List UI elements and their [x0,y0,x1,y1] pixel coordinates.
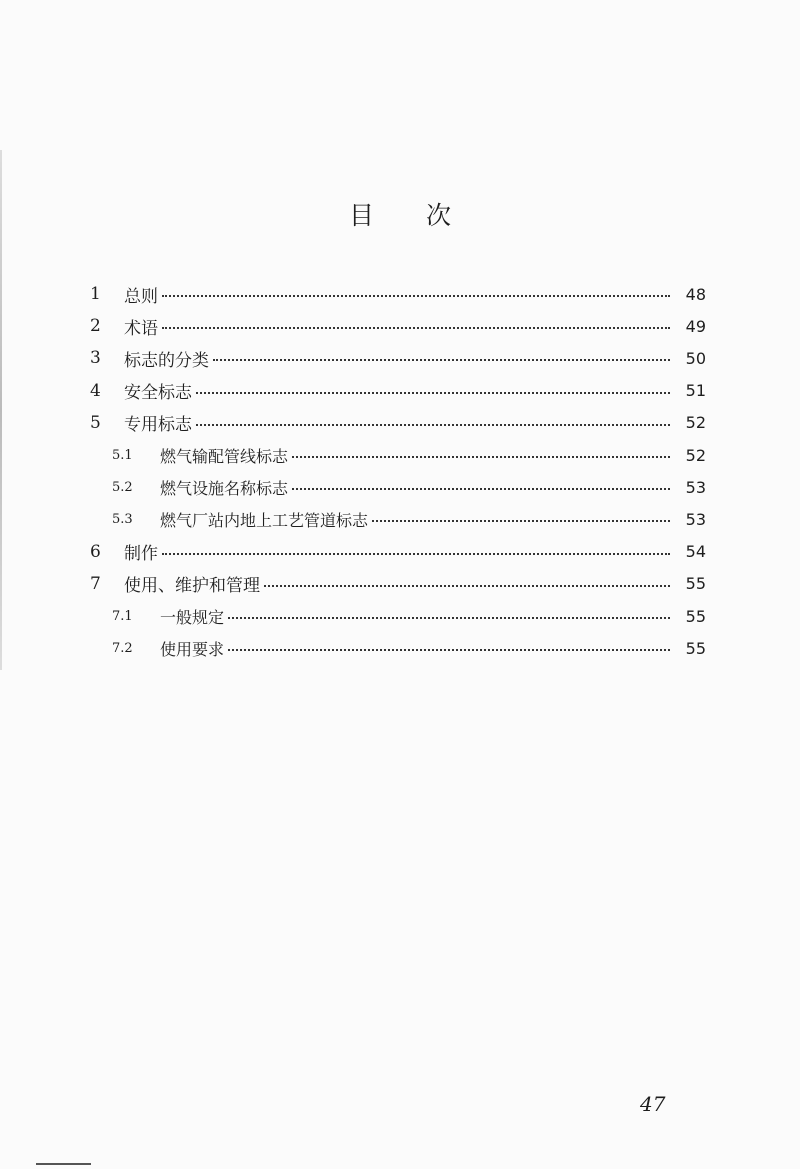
toc-entry-label: 术语 [124,318,158,339]
toc-entry-label: 制作 [124,544,158,565]
toc-entry[interactable] [90,441,706,469]
toc-entry-label: 燃气输配管线标志 [160,446,289,466]
page-number: 47 [640,1092,666,1116]
toc-entry-number: 7.1 [112,608,133,624]
toc-entry-label: 使用要求 [160,639,225,659]
toc-dot-leader [264,585,670,587]
toc-entry-number: 5.2 [112,479,133,495]
toc-dot-leader [162,327,670,329]
toc-entry-page: 55 [685,638,706,658]
toc-entry-number: 5.1 [112,447,133,463]
toc-dot-leader [372,520,670,522]
toc-entry-number: 4 [90,380,101,401]
toc-entry-number: 7.2 [112,640,133,656]
toc-entry[interactable] [90,505,706,533]
toc-entry-page: 51 [685,381,706,401]
toc-dot-leader [196,392,670,394]
toc-entry-page: 50 [685,348,706,368]
toc-entry-label: 总则 [124,286,158,307]
toc-entry-number: 6 [90,541,101,562]
toc-entry-label: 燃气设施名称标志 [160,478,289,498]
toc-entry-label: 专用标志 [124,415,192,436]
toc-entry-page: 49 [685,316,706,336]
toc-entry[interactable] [90,312,706,340]
toc-entry-page: 53 [685,509,706,529]
toc-entry-page: 52 [685,445,706,465]
toc-entry[interactable] [90,377,706,405]
toc-entry[interactable] [90,280,706,308]
toc-entry-page: 55 [685,574,706,594]
toc-entry[interactable] [90,473,706,501]
toc-entry[interactable] [90,538,706,566]
toc-dot-leader [228,649,670,651]
footer-rule [36,1163,91,1165]
page-title: 目次 [348,201,503,230]
toc-entry-label: 一般规定 [160,607,225,627]
toc-entry-label: 安全标志 [124,383,192,404]
toc-entry-number: 1 [90,284,101,304]
toc-entry-label: 燃气厂站内地上工艺管道标志 [160,510,369,530]
toc-entry-label: 标志的分类 [124,350,209,371]
toc-entry-page: 48 [685,284,706,304]
toc-entry-page: 52 [685,413,706,433]
toc-dot-leader [162,295,670,297]
toc-entry-page: 55 [685,606,706,626]
toc-entry-page: 54 [685,542,706,562]
toc-entry[interactable] [90,634,706,662]
toc-entry[interactable] [90,570,706,598]
toc-entry-page: 53 [685,477,706,497]
toc-entry[interactable] [90,602,706,630]
toc-entry-label: 使用、维护和管理 [124,576,260,597]
toc-dot-leader [228,617,670,619]
toc-entry-number: 5 [90,412,101,433]
toc-dot-leader [292,488,670,490]
toc-entry[interactable] [90,409,706,437]
toc-dot-leader [213,359,670,361]
toc-entry[interactable] [90,344,706,372]
toc-dot-leader [196,424,670,426]
toc-dot-leader [162,553,670,555]
toc-dot-leader [292,456,670,458]
toc-entry-number: 2 [90,316,101,337]
toc-entry-number: 5.3 [112,511,133,527]
toc-entry-number: 3 [90,348,101,369]
toc-entry-number: 7 [90,573,101,594]
